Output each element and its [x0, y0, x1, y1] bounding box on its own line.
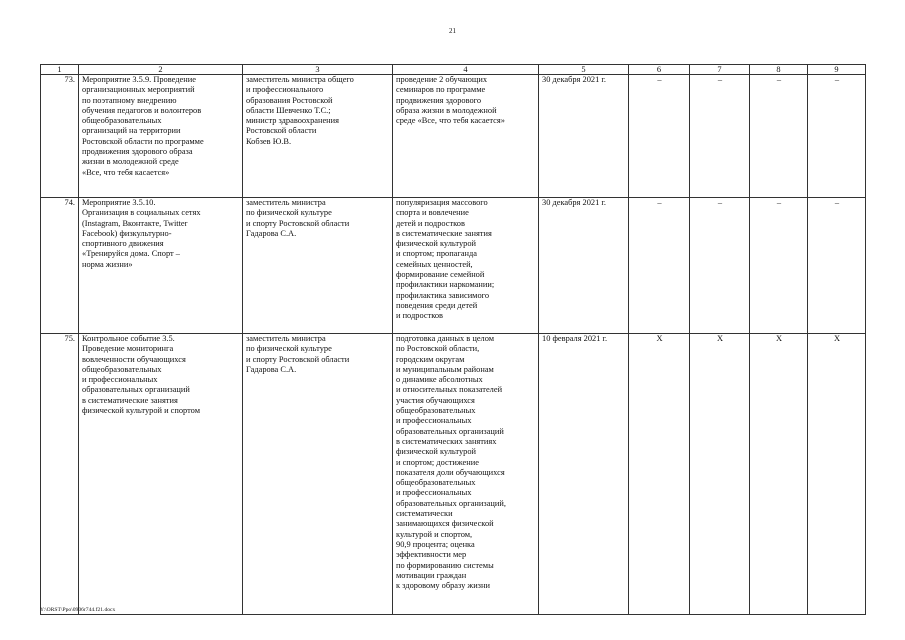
col-7-cell: –: [690, 75, 750, 198]
responsible-cell: заместитель министра общего и профессионального образования Ростовской области Шевченко Т.С.; министр здравоохранения Ростовской области Кобзев Ю.В.: [243, 75, 393, 198]
table-row: [41, 198, 866, 334]
col-8-cell: X: [750, 334, 808, 615]
page-number: 21: [449, 27, 456, 35]
result-cell: подготовка данных в целом по Ростовской области, городским округам и муниципальным районам о динамике абсолютных и относительных показателей участия обучающихся общеобразовательных и профессиональных образовательных организаций в систематических занятиях физической культурой и спортом; достижение показателя доли обучающихся общеобразовательных и профессиональных образовательных организаций, систематически занимающихся физической культурой и спортом, 90,9 процента; оценка эффективности мер по формированию системы мотивации граждан к здоровому образу жизни: [393, 334, 539, 615]
result-cell: популяризация массового спорта и вовлечение детей и подростков в систематические занятия физической культурой и спортом; пропаганда семейных ценностей, формирование семейной профилактики наркомании; профилактика зависимого поведения среди детей и подростков: [393, 198, 539, 334]
responsible-cell: заместитель министра по физической культуре и спорту Ростовской области Гадарова С.А.: [243, 334, 393, 615]
col-9-cell: X: [808, 334, 866, 615]
table-row: [41, 75, 866, 198]
result-cell: проведение 2 обучающих семинаров по программе продвижения здорового образа жизни в молодежной среде «Все, что тебя касается»: [393, 75, 539, 198]
col-7-cell: X: [690, 334, 750, 615]
header-col-7: 7: [690, 65, 750, 75]
row-number: 75.: [41, 334, 79, 615]
responsible-cell: заместитель министра по физической культуре и спорту Ростовской области Гадарова С.А.: [243, 198, 393, 334]
date-cell: 10 февраля 2021 г.: [539, 334, 629, 615]
table-row: [41, 334, 866, 615]
header-col-4: 4: [393, 65, 539, 75]
col-6-cell: X: [629, 334, 690, 615]
col-8-cell: –: [750, 198, 808, 334]
header-col-5: 5: [539, 65, 629, 75]
col-9-cell: –: [808, 198, 866, 334]
header-col-6: 6: [629, 65, 690, 75]
col-6-cell: –: [629, 75, 690, 198]
event-cell: Контрольное событие 3.5. Проведение мониторинга вовлеченности обучающихся общеобразовательных и профессиональных образовательных организаций в систематические занятия физической культурой и спортом: [79, 334, 243, 615]
date-cell: 30 декабря 2021 г.: [539, 198, 629, 334]
col-8-cell: –: [750, 75, 808, 198]
col-9-cell: –: [808, 75, 866, 198]
event-cell: Мероприятие 3.5.10. Организация в социальных сетях (Instagram, Вконтакте, Twitter Facebook) физкультурно- спортивного движения «Тренируйся дома. Спорт – норма жизни»: [79, 198, 243, 334]
row-number: 73.: [41, 75, 79, 198]
header-col-8: 8: [750, 65, 808, 75]
header-col-2: 2: [79, 65, 243, 75]
header-col-3: 3: [243, 65, 393, 75]
plan-table: [40, 64, 866, 615]
header-col-1: 1: [41, 65, 79, 75]
row-number: 74.: [41, 198, 79, 334]
date-cell: 30 декабря 2021 г.: [539, 75, 629, 198]
footer-file-path: Y:\ORST\Ppo\0906r744.f21.docx: [40, 607, 116, 613]
col-6-cell: –: [629, 198, 690, 334]
col-7-cell: –: [690, 198, 750, 334]
event-cell: Мероприятие 3.5.9. Проведение организационных мероприятий по поэтапному внедрению обучения педагогов и волонтеров общеобразовательных организаций на территории Ростовской области по программе продвижения здорового образа жизни в молодежной среде «Все, что тебя касается»: [79, 75, 243, 198]
header-col-9: 9: [808, 65, 866, 75]
table-header-row: [41, 65, 866, 75]
